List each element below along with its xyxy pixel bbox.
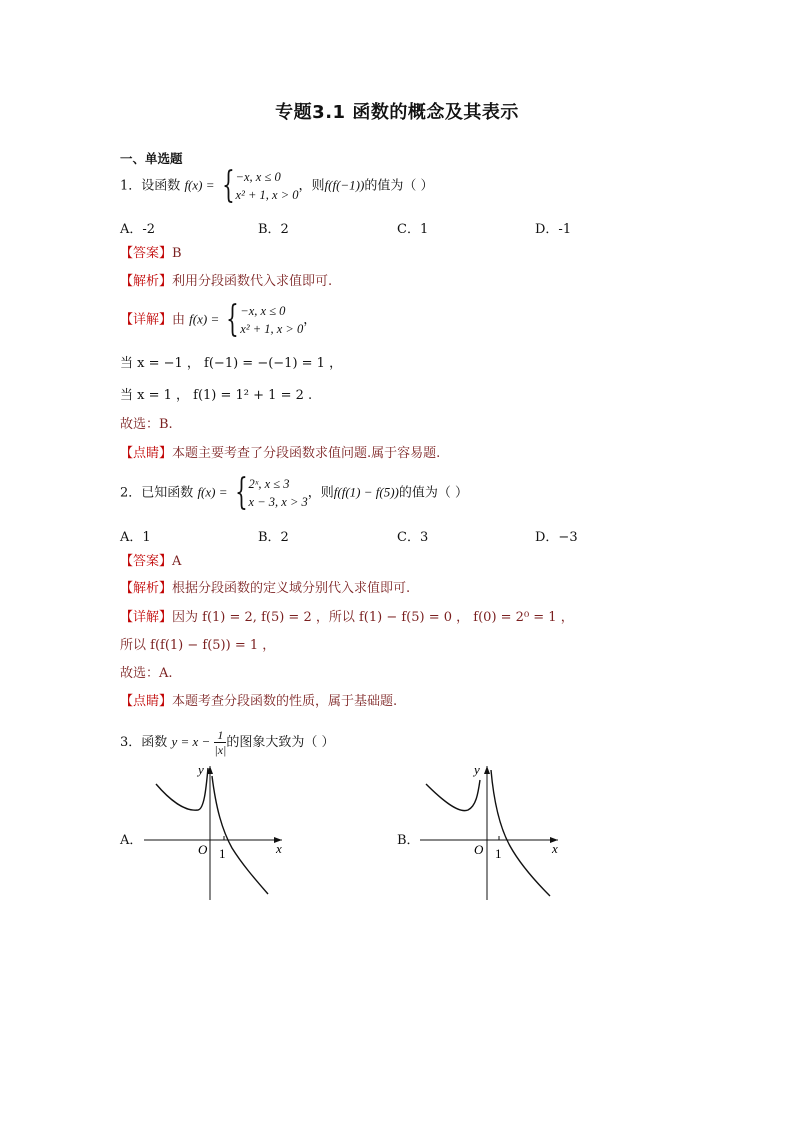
comment-line	[120, 445, 440, 463]
detail-tag: 【详解】	[120, 312, 173, 328]
answer-value: B	[172, 246, 182, 261]
question-1	[120, 165, 434, 206]
tick-label: 1	[495, 846, 502, 861]
origin-label: O	[474, 842, 484, 857]
y-axis-arrow	[484, 766, 490, 774]
answer-line	[120, 553, 181, 571]
piecewise-brace: {	[221, 165, 235, 206]
choose-line: 故选：B.	[120, 417, 173, 432]
comment-line	[120, 693, 397, 711]
step-2: 当 x = 1 ， f(1) = 1² + 1 = 2 .	[120, 388, 313, 403]
question-prefix: 函数	[141, 735, 168, 750]
analysis-tag: 【解析】	[120, 274, 173, 289]
graph-a	[140, 760, 290, 902]
question-connector: ，则	[307, 485, 334, 501]
y-axis-label: y	[474, 762, 480, 777]
graph-a-label: A．	[120, 833, 143, 848]
answer-tag: 【答案】	[120, 246, 173, 261]
question-number: 2．	[120, 485, 142, 501]
section-heading: 一、单选题	[120, 151, 183, 166]
question-suffix: 的值为（ ）	[398, 485, 469, 501]
graph-b	[416, 760, 566, 902]
analysis-line	[120, 273, 332, 291]
case-1: 2ˣ, x ≤ 3	[248, 477, 290, 491]
fraction	[214, 728, 226, 757]
case-2: x² + 1, x > 0	[240, 322, 304, 336]
option-c: C．1	[397, 222, 429, 237]
question-number: 1．	[120, 178, 142, 194]
detail-line	[120, 299, 317, 340]
option-c: C．3	[397, 530, 429, 545]
comment-tag: 【点睛】	[120, 694, 173, 709]
analysis-tag: 【解析】	[120, 581, 173, 596]
right-branch	[491, 770, 550, 896]
option-d: D．-1	[535, 222, 572, 237]
comment-text: 本题主要考查了分段函数求值问题.属于容易题.	[172, 446, 441, 461]
piecewise-cases	[236, 168, 299, 204]
question-suffix: 的图象大致为（ ）	[226, 735, 335, 750]
function-name: f(x) =	[189, 311, 220, 327]
graph-b-label: B．	[397, 833, 420, 848]
option-b: B．2	[258, 530, 289, 545]
option-b: B．2	[258, 222, 289, 237]
x-axis-label: x	[276, 841, 282, 856]
choose-line: 故选：A.	[120, 666, 173, 681]
y-axis-label: y	[198, 762, 204, 777]
option-a: A．1	[120, 530, 151, 545]
answer-tag: 【答案】	[120, 554, 173, 569]
page-title: 专题3.1 函数的概念及其表示	[275, 102, 519, 123]
question-prefix: 已知函数	[141, 485, 194, 501]
question-connector: ，则	[298, 178, 325, 194]
function-name: f(x) =	[184, 177, 215, 193]
question-2	[120, 472, 469, 513]
case-1: −x, x ≤ 0	[240, 304, 286, 318]
right-branch	[212, 776, 268, 894]
left-branch	[426, 780, 480, 811]
detail-text: 因为 f(1) = 2, f(5) = 2 ，所以 f(1) − f(5) = 0 ， f(0) = 2⁰ = 1 ，	[172, 610, 574, 625]
answer-value: A	[172, 554, 182, 569]
answer-line	[120, 245, 182, 263]
piecewise-brace: {	[234, 472, 248, 513]
question-prefix: 设函数	[141, 178, 181, 194]
piecewise-cases	[249, 475, 308, 511]
comment-tag: 【点睛】	[120, 446, 173, 461]
step-1: 当 x = −1 ， f(−1) = −(−1) = 1 ，	[120, 356, 343, 371]
case-2: x − 3, x > 3	[248, 495, 308, 509]
question-expression: f(f(−1))	[324, 177, 365, 193]
analysis-line	[120, 580, 410, 598]
question-3	[120, 728, 335, 757]
x-axis-label: x	[552, 841, 558, 856]
option-a: A．-2	[120, 222, 156, 237]
option-d: D．−3	[535, 530, 578, 545]
numerator: 1	[214, 728, 226, 743]
case-2: x² + 1, x > 0	[235, 188, 299, 202]
detail-line-2: 所以 f(f(1) − f(5)) = 1 ，	[120, 638, 276, 653]
detail-line	[120, 609, 574, 627]
detail-tag: 【详解】	[120, 610, 173, 625]
function-name: f(x) =	[197, 484, 228, 500]
question-number: 3．	[120, 735, 142, 750]
analysis-text: 根据分段函数的定义域分别代入求值即可.	[172, 581, 411, 596]
question-expression: f(f(1) − f(5))	[333, 484, 399, 500]
tick-label: 1	[219, 846, 226, 861]
case-1: −x, x ≤ 0	[235, 170, 281, 184]
question-suffix: 的值为（ ）	[364, 178, 434, 194]
comment-text: 本题考查分段函数的性质，属于基础题.	[172, 694, 398, 709]
analysis-text: 利用分段函数代入求值即可.	[172, 274, 333, 289]
detail-prefix: 由	[172, 312, 186, 328]
origin-label: O	[198, 842, 208, 857]
detail-suffix: ，	[303, 312, 317, 328]
function-lhs: y = x −	[171, 734, 211, 749]
denominator: |x|	[214, 743, 227, 757]
piecewise-cases	[240, 302, 303, 338]
piecewise-brace: {	[226, 299, 240, 340]
